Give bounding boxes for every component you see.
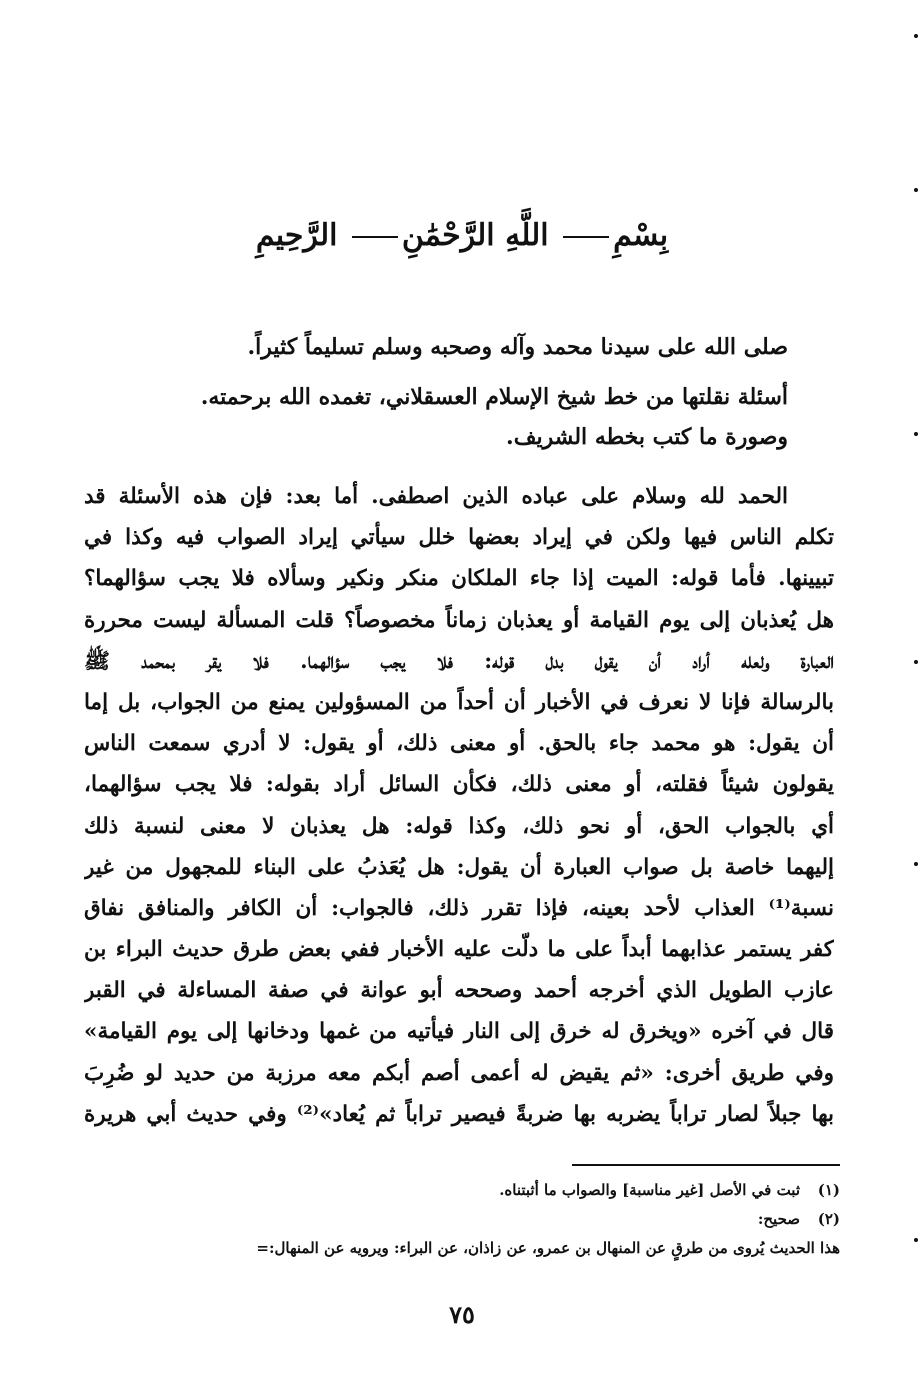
text-line: تكلم الناس فيها ولكن في إيراد بعضها خلل سيأتي إيراد الصواب فيه وكذا في [84, 525, 834, 551]
text-line: الحمد لله وسلام على عباده الذين اصطفى. أما بعد: فإن هذه الأسئلة قد [84, 484, 788, 509]
intro-line: صلى الله على سيدنا محمد وآله وصحبه وسلم تسليماً كثيراً. [247, 334, 788, 360]
intro-line: أسئلة نقلتها من خط شيخ الإسلام العسقلاني، تغمده الله برحمته. [200, 384, 788, 410]
text-line: بها جبلاً لصار تراباً يضربه بها ضربةً فيصير تراباً ثم يُعاد»⁽²⁾ وفي حديث أبي هريرة [84, 1101, 834, 1127]
text-line: نسبة⁽¹⁾ العذاب لأحد بعينه، فإذا تقرر ذلك، فالجواب: أن الكافر والمنافق نفاق [84, 895, 834, 921]
calligraphy-stroke [563, 236, 609, 238]
text-line: أن يقول: هو محمد جاء بالحق. أو معنى ذلك، أو يقول: لا أدري سمعت الناس [84, 731, 834, 757]
footnote-1 [60, 1176, 840, 1205]
footnotes [60, 1176, 840, 1263]
text-line: يقولون شيئاً فقلته، أو معنى ذلك، فكأن السائل أراد بقوله: فلا يجب سؤالهما، [84, 772, 834, 798]
text-line: العبارة ولعله أراد أن يقول بدل قوله: فلا يجب سؤالهما. فلا يقر بمحمد ﷺ [84, 648, 834, 674]
basmala-word-4: الرَّحِيمِ [255, 218, 338, 253]
text-line: تبيينها. فأما قوله: الميت إذا جاء الملكان منكر ونكير وسألاه فلا يجب سؤالهما؟ [84, 566, 834, 592]
basmala-word-3: الرَّحْمَٰنِ [401, 218, 495, 253]
intro-line: وصورة ما كتب بخطه الشريف. [506, 424, 788, 450]
margin-dot [914, 1238, 918, 1242]
text-line: كفر يستمر عذابهما أبداً على ما دلّت عليه الأخبار ففي بعض طرق حديث البراء بن [84, 937, 834, 963]
intro-block [60, 323, 788, 463]
text-line: قال في آخره «ويخرق له خرق إلى النار فيأتيه من غمها ودخانها إلى يوم القيامة» [84, 1019, 834, 1045]
basmala-heading [0, 218, 924, 253]
footnote-separator [572, 1164, 840, 1166]
text-line: بالرسالة فإنا لا نعرف في الأخبار أن أحداً من المسؤولين يمنع من الجواب، بل إما [84, 689, 834, 715]
text-line: وفي طريق أخرى: «ثم يقيض له أعمى أصم أبكم معه مرزبة من حديد لو ضُرِبَ [84, 1060, 834, 1086]
basmala-word-2: اللَّهِ [505, 218, 549, 253]
footnote-number: (١) [817, 1181, 840, 1199]
margin-dot [914, 34, 918, 38]
footnote-2-continued: هذا الحديث يُروى من طرقٍ عن المنهال بن عمرو، عن زاذان، عن البراء: ويرويه عن المنهال:= [256, 1239, 840, 1257]
text-line: عازب الطويل الذي أخرجه أحمد وصححه أبو عوانة في صفة المساءلة في القبر [84, 978, 834, 1004]
text-line: هل يُعذبان إلى يوم القيامة أو يعذبان زماناً مخصوصاً؟ قلت المسألة ليست محررة [84, 607, 834, 633]
basmala-word-1: بِسْمِ [613, 218, 669, 253]
margin-dot [914, 862, 918, 866]
margin-dot [914, 432, 918, 436]
footnote-2 [60, 1205, 840, 1234]
text-line: أي بالجواب الحق، أو نحو ذلك، وكذا قوله: هل يعذبان لا معنى لنسبة ذلك [84, 813, 834, 839]
margin-dot [914, 660, 918, 664]
text-line: إليهما خاصة بل صواب العبارة أن يقول: هل يُعَذبُ على البناء للمجهول من غير [84, 854, 834, 880]
page-number: ٧٥ [449, 1300, 475, 1329]
footnote-text: ثبت في الأصل [غير مناسبة] والصواب ما أثبتناه. [499, 1181, 800, 1199]
footnote-text: صحيح: [757, 1210, 800, 1228]
footnote-number: (٢) [817, 1210, 840, 1228]
margin-dot [914, 188, 918, 192]
main-paragraph [84, 476, 834, 1135]
calligraphy-stroke [352, 236, 398, 238]
